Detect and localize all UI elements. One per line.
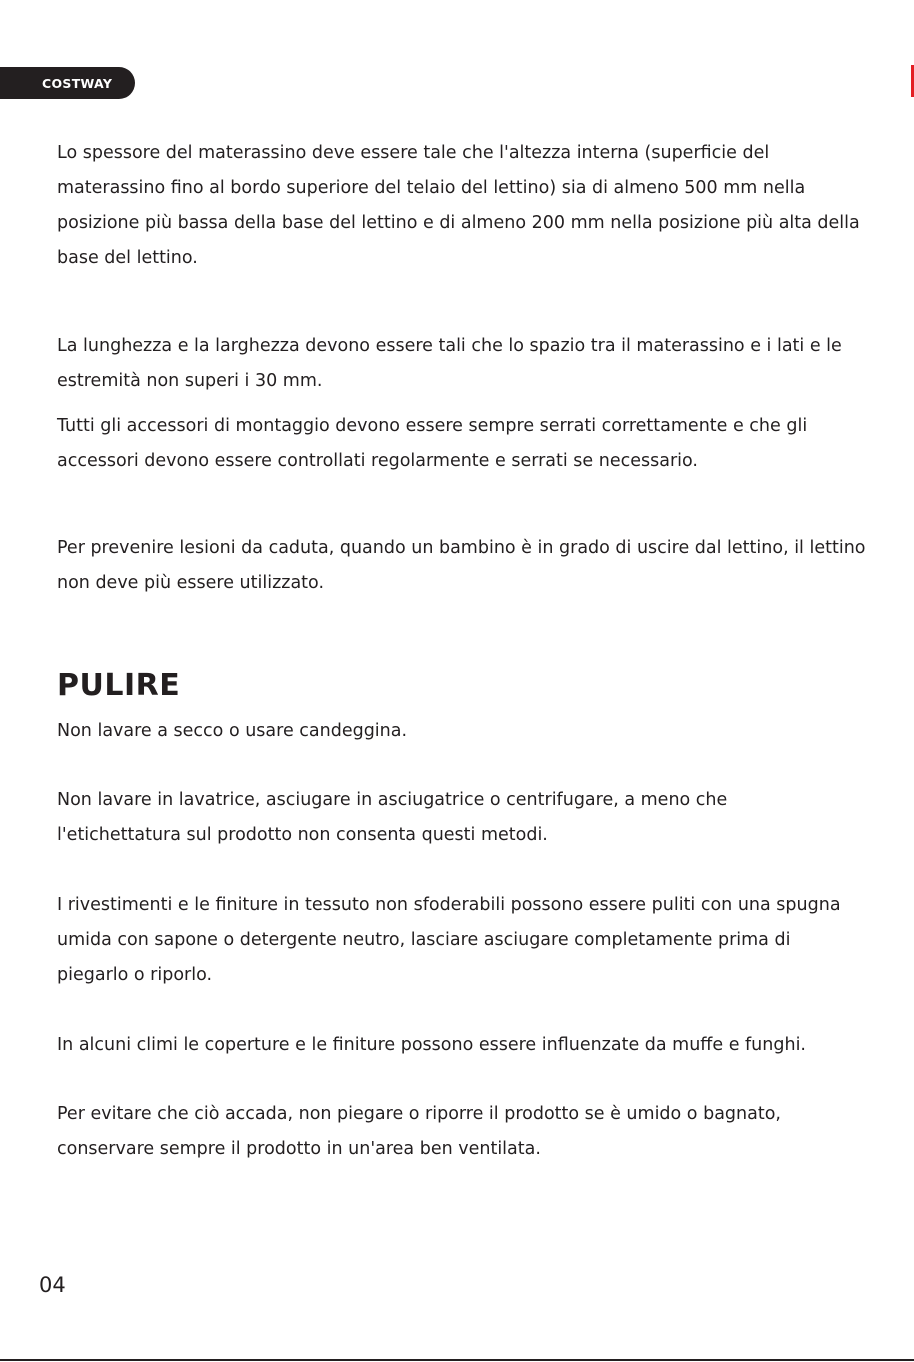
paragraph-no-dry-clean: Non lavare a secco o usare candeggina. bbox=[57, 721, 408, 741]
brand-logo-text: COSTWAY bbox=[42, 75, 113, 91]
paragraph-fall-prevention: Per prevenire lesioni da caduta, quando un bambino è in grado di uscire dal lettino, il lettino non deve più essere utilizzato. bbox=[57, 538, 866, 593]
section-title-cleaning: PULIRE bbox=[57, 668, 181, 703]
paragraph-storage: Per evitare che ciò accada, non piegare o riporre il prodotto se è umido o bagnato, conservare sempre il prodotto in un'area ben ventilata. bbox=[57, 1104, 781, 1159]
paragraph-fittings: Tutti gli accessori di montaggio devono essere sempre serrati correttamente e che gli accessori devono essere controllati regolarmente e serrati se necessario. bbox=[57, 416, 808, 471]
brand-tab bbox=[0, 67, 135, 99]
bottom-divider bbox=[0, 1359, 914, 1361]
paragraph-no-machine-wash: Non lavare in lavatrice, asciugare in asciugatrice o centrifugare, a meno che l'etichettatura sul prodotto non consenta questi metodi. bbox=[57, 790, 728, 845]
paragraph-sponge-clean: I rivestimenti e le finiture in tessuto non sfoderabili possono essere puliti con una spugna umida con sapone o detergente neutro, lasciare asciugare completamente prima di piegarlo o riporlo. bbox=[57, 895, 841, 985]
paragraph-mould: In alcuni climi le coperture e le finiture possono essere influenzate da muffe e funghi. bbox=[57, 1035, 806, 1055]
paragraph-mattress-gap: La lunghezza e la larghezza devono essere tali che lo spazio tra il materassino e i lati e le estremità non superi i 30 mm. bbox=[57, 336, 842, 391]
page-number: 04 bbox=[39, 1273, 66, 1297]
paragraph-mattress-thickness: Lo spessore del materassino deve essere tale che l'altezza interna (superficie del materassino fino al bordo superiore del telaio del lettino) sia di almeno 500 mm nella posizione più bassa della base del lettino e di almeno 200 mm nella posizione più alta della base del lettino. bbox=[57, 143, 860, 268]
intro-section bbox=[57, 136, 887, 601]
